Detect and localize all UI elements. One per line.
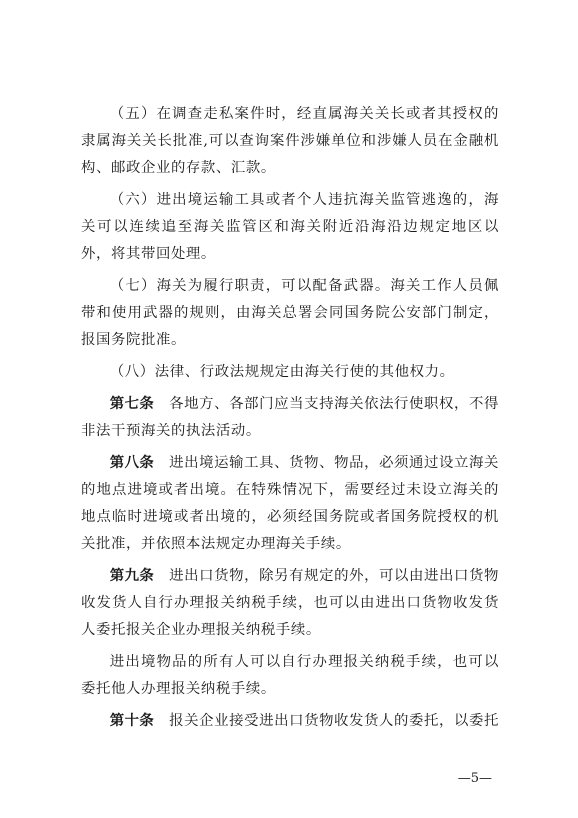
- article-10: [81, 707, 499, 735]
- paragraph-text: （五）在调查走私案件时，经直属海关关长或者其授权的隶属海关关长批准,可以查询案件涉嫌单位和涉嫌人员在金融机构、邮政企业的存款、汇款。: [81, 106, 499, 176]
- article-number: 第八条: [109, 454, 155, 471]
- paragraph-text: （七）海关为履行职责，可以配备武器。海关工作人员佩带和使用武器的规则，由海关总署会同国务院公安部门制定，报国务院批准。: [81, 278, 499, 348]
- article-7: [81, 390, 499, 445]
- paragraph-item-5: [81, 100, 499, 182]
- article-8: [81, 449, 499, 558]
- article-number: 第十条: [109, 712, 155, 729]
- article-9: [81, 562, 499, 644]
- paragraph-text: 进出口货物，除另有规定的外，可以由进出口货物收发货人自行办理报关纳税手续，也可以由进出口货物收发货人委托报关企业办理报关纳税手续。: [81, 568, 500, 638]
- article-number: 第七条: [109, 395, 155, 412]
- paragraph-item-6: [81, 186, 499, 268]
- page-number: —5—: [457, 771, 492, 786]
- article-9-continued: [81, 648, 499, 703]
- article-number: 第九条: [109, 567, 155, 584]
- paragraph-text: 各地方、各部门应当支持海关依法行使职权，不得非法干预海关的执法活动。: [81, 396, 500, 439]
- document-body: [81, 100, 499, 739]
- paragraph-text: （六）进出境运输工具或者个人违抗海关监管逃逸的，海关可以连续追至海关监管区和海关附近沿海沿边规定地区以外，将其带回处理。: [81, 192, 499, 262]
- paragraph-text: （八）法律、行政法规规定由海关行使的其他权力。: [109, 364, 455, 380]
- paragraph-text: 报关企业接受进出口货物收发货人的委托，以委托: [154, 713, 499, 729]
- paragraph-text: 进出境物品的所有人可以自行办理报关纳税手续，也可以委托他人办理报关纳税手续。: [81, 654, 499, 697]
- paragraph-text: 进出境运输工具、货物、物品，必须通过设立海关的地点进境或者出境。在特殊情况下，需要经过未设立海关的地点临时进境或者出境的，必须经国务院或者国务院授权的机关批准，并依照本法规定办理海关手续。: [81, 455, 500, 552]
- paragraph-item-8: [81, 358, 499, 386]
- paragraph-item-7: [81, 272, 499, 354]
